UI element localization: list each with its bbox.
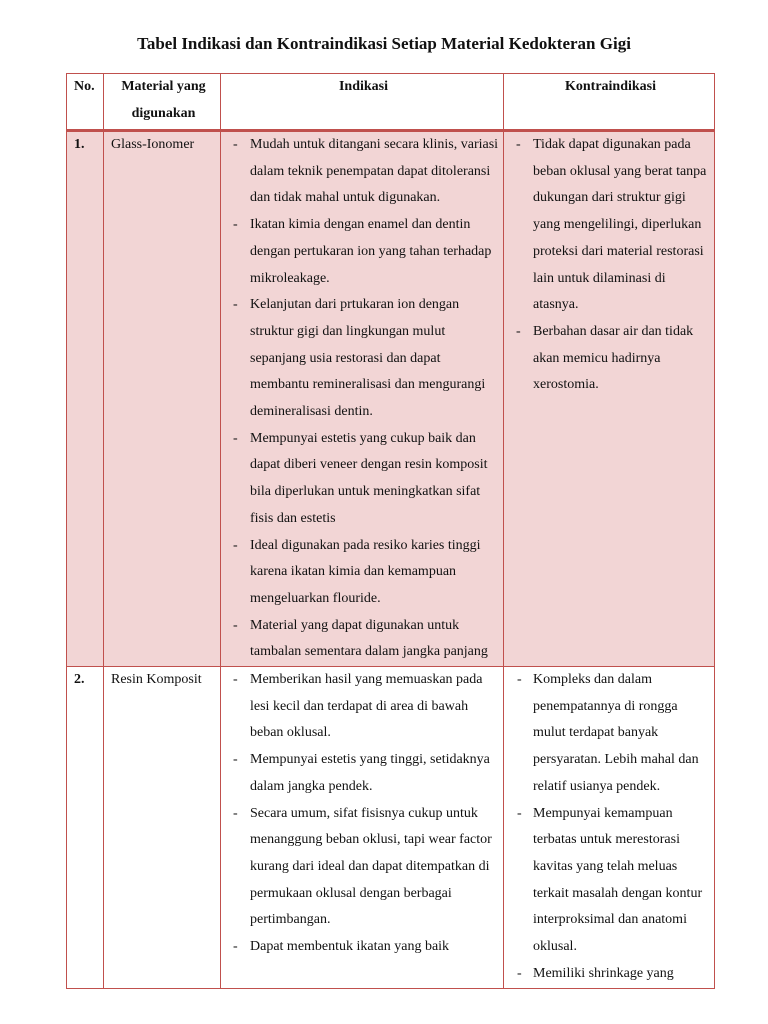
list-item: - Mempunyai estetis yang cukup baik dan dapat diberi veneer dengan resin komposit bila diperlukan untuk meningkatkan sifat fisis dan estetis <box>228 426 499 533</box>
list-item: - Mempunyai estetis yang tinggi, setidaknya dalam jangka pendek. <box>228 747 499 800</box>
header-indikasi: Indikasi <box>221 74 504 131</box>
document-title: Tabel Indikasi dan Kontraindikasi Setiap Material Kedokteran Gigi <box>137 34 631 53</box>
list-item: - Ikatan kimia dengan enamel dan dentin dengan pertukaran ion yang tahan terhadap mikroleakage. <box>228 212 499 292</box>
row-indikasi <box>221 667 504 988</box>
list-item: - Material yang dapat digunakan untuk tambalan sementara dalam jangka panjang <box>228 613 499 666</box>
list-item: - Secara umum, sifat fisisnya cukup untuk menanggung beban oklusi, tapi wear factor kurang dari ideal dan dapat ditempatkan di permukaan oklusal dengan berbagai pertimbangan. <box>228 801 499 935</box>
list-item: - Ideal digunakan pada resiko karies tinggi karena ikatan kimia dan kemampuan mengeluarkan flouride. <box>228 533 499 613</box>
row-kontraindikasi <box>504 131 715 667</box>
list-item: - Mudah untuk ditangani secara klinis, variasi dalam teknik penempatan dapat ditoleransi dan tidak mahal untuk digunakan. <box>228 132 499 212</box>
header-no: No. <box>67 74 104 131</box>
table-row <box>67 131 715 667</box>
list-item: - Berbahan dasar air dan tidak akan memicu hadirnya xerostomia. <box>511 319 710 399</box>
row-number: 2. <box>67 667 104 988</box>
list-item: - Tidak dapat digunakan pada beban oklusal yang berat tanpa dukungan dari struktur gigi yang mengelilingi, diperlukan proteksi dari material restorasi lain untuk dilaminasi di atasnya. <box>511 132 710 319</box>
row-material: Resin Komposit <box>104 667 221 988</box>
list-item: - Kompleks dan dalam penempatannya di rongga mulut terdapat banyak persyaratan. Lebih mahal dan relatif usianya pendek. <box>511 667 710 801</box>
list-item: - Dapat membentuk ikatan yang baik <box>228 934 499 961</box>
header-kontraindikasi: Kontraindikasi <box>504 74 715 131</box>
indication-table <box>66 73 715 989</box>
row-kontraindikasi <box>504 667 715 988</box>
row-number: 1. <box>67 131 104 667</box>
list-item: - Memiliki shrinkage yang <box>511 961 710 988</box>
table-row <box>67 667 715 988</box>
list-item: - Memberikan hasil yang memuaskan pada lesi kecil dan terdapat di area di bawah beban oklusal. <box>228 667 499 747</box>
table-header-row <box>67 74 715 131</box>
row-material: Glass-Ionomer <box>104 131 221 667</box>
list-item: - Kelanjutan dari prtukaran ion dengan struktur gigi dan lingkungan mulut sepanjang usia restorasi dan dapat membantu remineralisasi dan mengurangi demineralisasi dentin. <box>228 292 499 426</box>
list-item: - Mempunyai kemampuan terbatas untuk merestorasi kavitas yang telah meluas terkait masalah dengan kontur interproksimal dan anatomi oklusal. <box>511 801 710 961</box>
row-indikasi <box>221 131 504 667</box>
header-material: Material yang digunakan <box>104 74 221 131</box>
